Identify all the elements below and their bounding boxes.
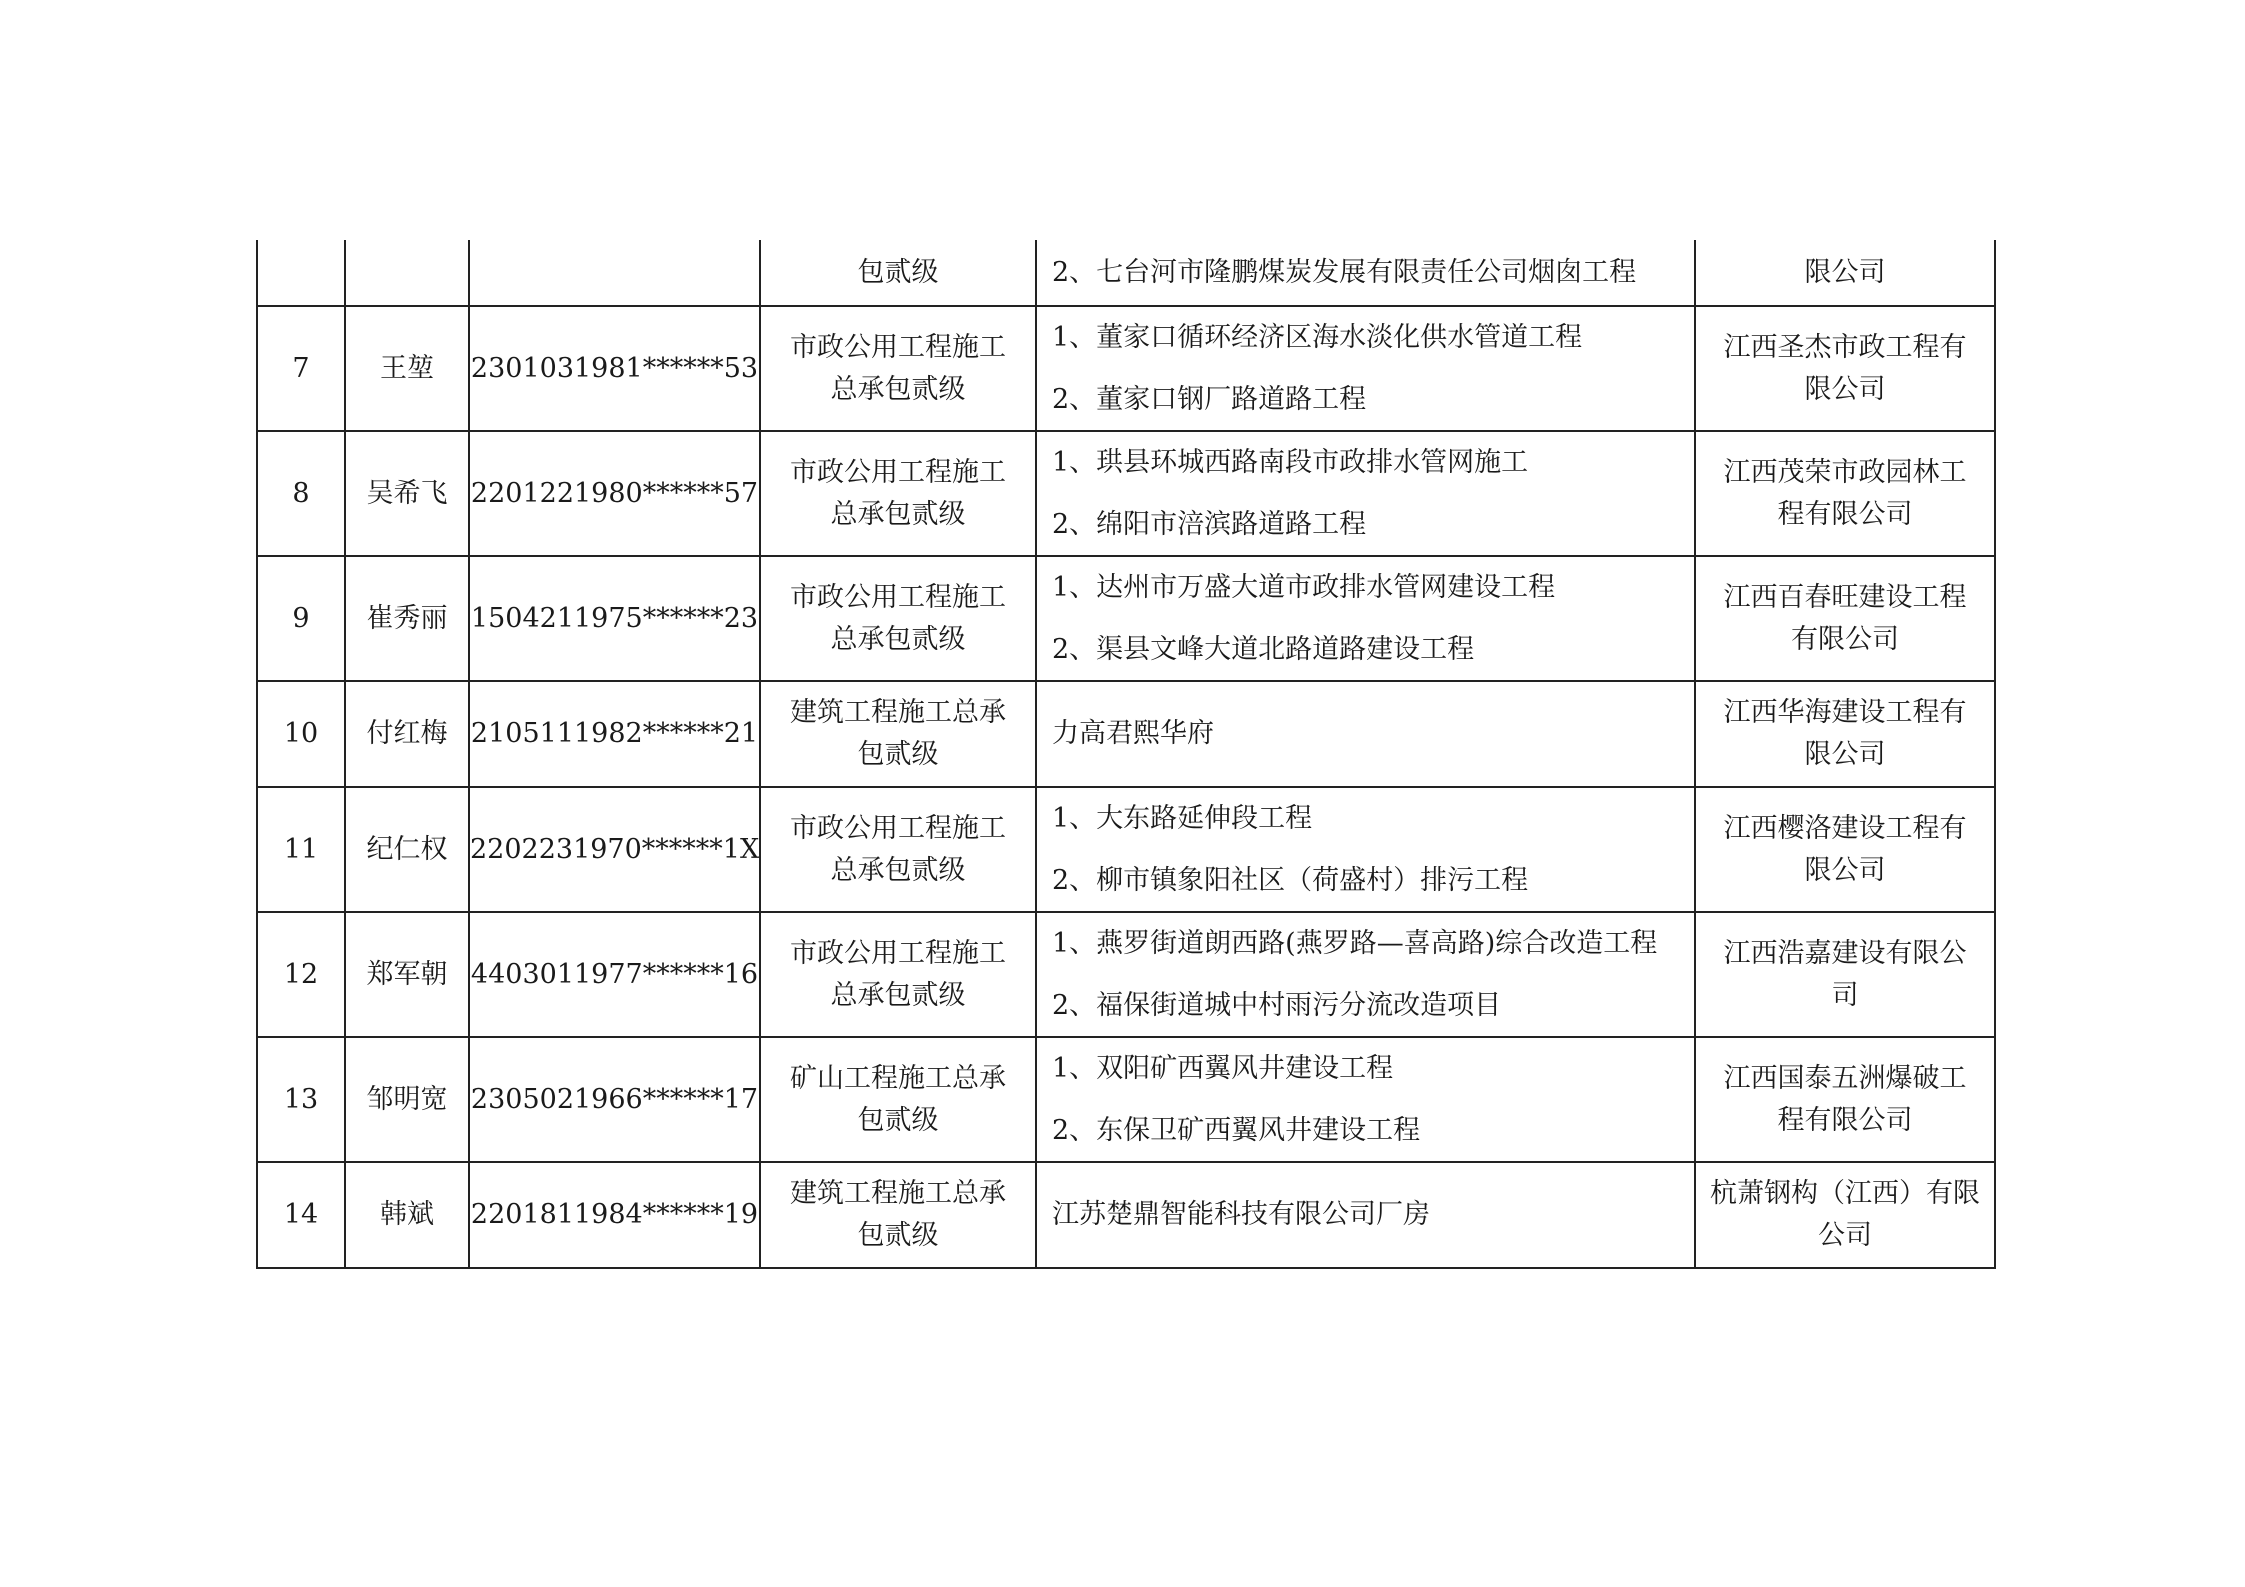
row-number: 8 [257,431,345,556]
qualification [760,1037,1036,1162]
table-row [257,306,1995,431]
person-name: 付红梅 [345,681,469,787]
row-number: 13 [257,1037,345,1162]
project-line: 力高君熙华府 [1052,718,1214,749]
company [1695,306,1995,431]
project-line: 江苏楚鼎智能科技有限公司厂房 [1052,1199,1430,1230]
qualification-cell: 包贰级 [760,240,1036,306]
project-line: 2、柳市镇象阳社区（荷盛村）排污工程 [1052,864,1529,896]
project-line: 2、东保卫矿西翼风井建设工程 [1052,1114,1421,1146]
table-row [257,1162,1995,1268]
qualification [760,681,1036,787]
qualification-line: 包贰级 [857,1220,939,1251]
company-line: 江西浩嘉建设有限公 [1723,937,1967,969]
person-name: 郑军朝 [345,912,469,1037]
id-cell [469,240,760,306]
qualification-line: 包贰级 [857,739,939,770]
id-number: 2201811984******19 [469,1162,760,1268]
company [1695,1162,1995,1268]
project-line: 2、福保街道城中村雨污分流改造项目 [1052,989,1502,1021]
company [1695,681,1995,787]
table-row [257,912,1995,1037]
qualification-line: 市政公用工程施工 [790,812,1006,844]
projects [1036,306,1695,431]
company-cell: 限公司 [1695,240,1995,306]
continuation-row [257,240,1995,306]
qualification-line: 建筑工程施工总承 [790,697,1006,728]
row-number: 7 [257,306,345,431]
qualification [760,1162,1036,1268]
qualification [760,556,1036,681]
name-cell [345,240,469,306]
qualification-line: 市政公用工程施工 [790,331,1006,363]
projects [1036,556,1695,681]
row-number: 11 [257,787,345,912]
person-name: 邹明宽 [345,1037,469,1162]
table-row [257,1037,1995,1162]
company [1695,556,1995,681]
table-row [257,787,1995,912]
company-line: 江西茂荣市政园林工 [1723,456,1967,488]
qualification-line: 市政公用工程施工 [790,937,1006,969]
project-line: 2、七台河市隆鹏煤炭发展有限责任公司烟囱工程 [1052,256,1637,288]
table-row [257,556,1995,681]
no-cell [257,240,345,306]
qualification-line: 包贰级 [857,1104,939,1136]
projects [1036,912,1695,1037]
registration-table [256,240,1996,1269]
projects [1036,1037,1695,1162]
person-name: 纪仁权 [345,787,469,912]
id-number: 2105111982******21 [469,681,760,787]
qualification [760,306,1036,431]
qualification-line: 市政公用工程施工 [790,456,1006,488]
qualification-line: 矿山工程施工总承 [790,1062,1006,1094]
row-number: 14 [257,1162,345,1268]
project-line: 1、双阳矿西翼风井建设工程 [1052,1052,1394,1084]
row-number: 12 [257,912,345,1037]
projects [1036,787,1695,912]
company-line: 公司 [1818,1220,1872,1251]
qualification-line: 市政公用工程施工 [790,581,1006,613]
qualification-line: 总承包贰级 [830,854,966,886]
qualification [760,787,1036,912]
qualification-line: 建筑工程施工总承 [790,1178,1006,1209]
table-row [257,431,1995,556]
project-line: 1、董家口循环经济区海水淡化供水管道工程 [1052,321,1583,353]
company-line: 司 [1831,979,1859,1011]
qualification-line: 总承包贰级 [830,979,966,1011]
project-line: 1、达州市万盛大道市政排水管网建设工程 [1052,571,1556,603]
projects [1036,431,1695,556]
qualification [760,912,1036,1037]
id-number: 2202231970******1X [469,787,760,912]
project-line: 1、大东路延伸段工程 [1052,802,1313,834]
projects [1036,681,1695,787]
company-line: 杭萧钢构（江西）有限 [1710,1178,1980,1209]
project-line: 2、董家口钢厂路道路工程 [1052,383,1367,415]
person-name: 韩斌 [345,1162,469,1268]
company-line: 限公司 [1804,854,1886,886]
projects-cell [1036,240,1695,306]
company-line: 江西百春旺建设工程 [1723,581,1967,613]
company [1695,1037,1995,1162]
id-number: 2305021966******17 [469,1037,760,1162]
project-line: 1、燕罗街道朗西路(燕罗路—喜高路)综合改造工程 [1052,927,1658,959]
row-number: 10 [257,681,345,787]
project-line: 2、绵阳市涪滨路道路工程 [1052,508,1367,540]
company-line: 江西樱洛建设工程有 [1723,812,1967,844]
person-name: 王堃 [345,306,469,431]
table-row [257,681,1995,787]
id-number: 2201221980******57 [469,431,760,556]
company-line: 江西圣杰市政工程有 [1723,331,1967,363]
projects [1036,1162,1695,1268]
company [1695,912,1995,1037]
company-line: 程有限公司 [1777,1104,1913,1136]
company-line: 程有限公司 [1777,498,1913,530]
qualification [760,431,1036,556]
qualification-line: 总承包贰级 [830,623,966,655]
company-line: 江西华海建设工程有 [1723,697,1967,728]
qualification-line: 总承包贰级 [830,373,966,405]
qualification-line: 总承包贰级 [830,498,966,530]
company-line: 限公司 [1804,739,1886,770]
person-name: 崔秀丽 [345,556,469,681]
id-number: 1504211975******23 [469,556,760,681]
company-line: 限公司 [1804,373,1886,405]
id-number: 2301031981******53 [469,306,760,431]
id-number: 4403011977******16 [469,912,760,1037]
person-name: 吴希飞 [345,431,469,556]
row-number: 9 [257,556,345,681]
project-line: 1、珙县环城西路南段市政排水管网施工 [1052,446,1529,478]
company-line: 江西国泰五洲爆破工 [1723,1062,1967,1094]
company [1695,787,1995,912]
company [1695,431,1995,556]
project-line: 2、渠县文峰大道北路道路建设工程 [1052,633,1475,665]
company-line: 有限公司 [1791,623,1899,655]
